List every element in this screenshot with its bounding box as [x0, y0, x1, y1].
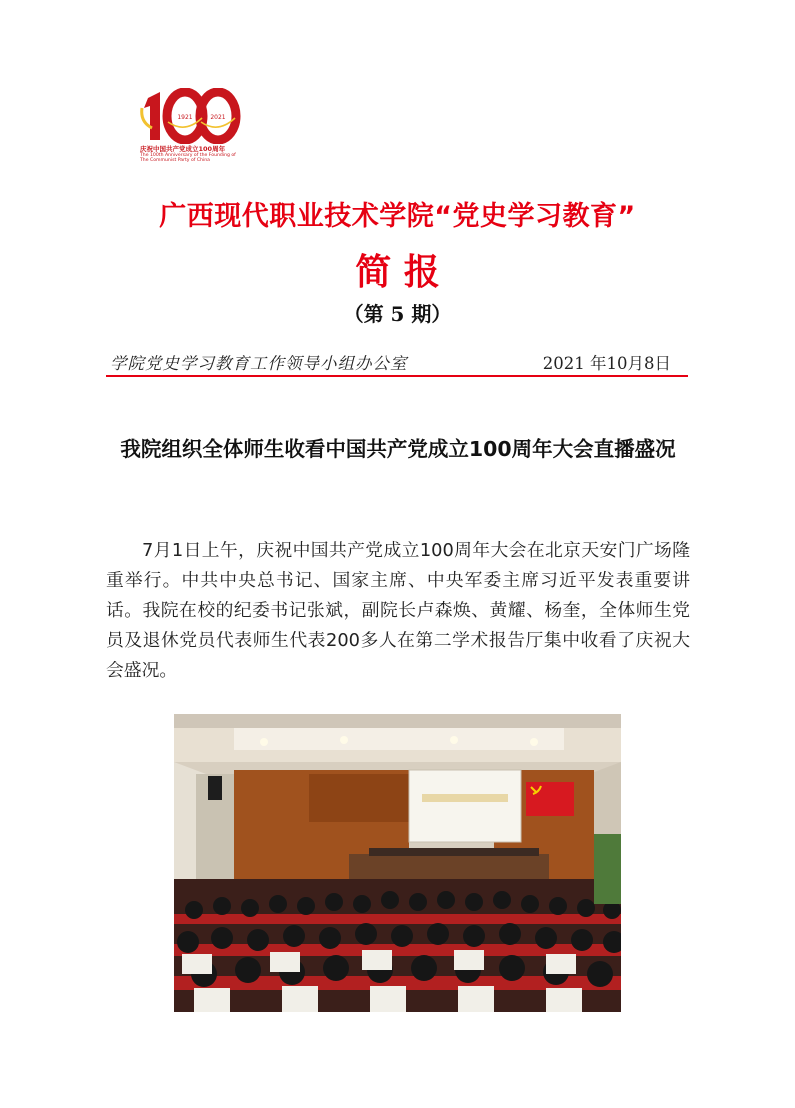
bulletin-label: 简 报 — [355, 252, 440, 293]
logo-year-right: 2021 — [210, 114, 226, 121]
logo-caption-en: The 100th Anniversary of the Founding of The Communist Party of China — [140, 153, 236, 164]
issue-date: 2021 年10月8日 — [542, 354, 671, 373]
header-divider — [106, 375, 688, 377]
issue-number: （第 5 期） — [343, 302, 452, 326]
lecture-hall-photo — [174, 714, 621, 1012]
issuing-office: 学院党史学习教育工作领导小组办公室 — [110, 354, 408, 373]
article-title: 我院组织全体师生收看中国共产党成立100周年大会直播盛况 — [120, 437, 676, 461]
article-paragraph: 7月1日上午，庆祝中国共产党成立100周年大会在北京天安门广场隆重举行。中共中央总书记、国家主席、中央军委主席习近平发表重要讲话。我院在校的纪委书记张斌，副院长卢森焕、黄耀、杨奎，全体师生党员及退休党员代表师生代表200多人在第二学术报告厅集中收看了庆祝大会盛况。 — [106, 540, 690, 681]
logo-year-left: 1921 — [177, 114, 193, 121]
centenary-logo — [138, 88, 242, 168]
bulletin-title: 广西现代职业技术学院“党史学习教育” — [159, 201, 636, 232]
centenary-emblem-icon — [138, 88, 242, 144]
logo-caption-zh: 庆祝中国共产党成立100周年 — [140, 145, 226, 153]
